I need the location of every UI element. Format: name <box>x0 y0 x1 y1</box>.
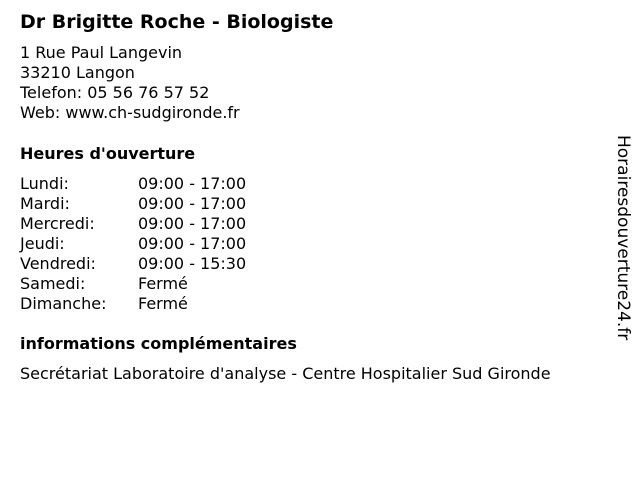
city-postcode: 33210 Langon <box>20 63 135 82</box>
page-title: Dr Brigitte Roche - Biologiste <box>20 11 334 33</box>
hours-row-wednesday <box>20 214 280 234</box>
site-watermark: Horairesdouverture24.fr <box>613 135 633 341</box>
day-label: Vendredi: <box>20 254 96 273</box>
day-label: Samedi: <box>20 274 86 293</box>
additional-info-text: Secrétariat Laboratoire d'analyse - Centre Hospitalier Sud Gironde <box>20 364 551 383</box>
opening-hours-heading: Heures d'ouverture <box>20 144 196 163</box>
hours-row-friday <box>20 254 280 274</box>
time-value: 09:00 - 15:30 <box>138 254 247 273</box>
day-label: Mercredi: <box>20 214 95 233</box>
time-value: 09:00 - 17:00 <box>138 214 247 233</box>
day-label: Dimanche: <box>20 294 107 313</box>
time-value: 09:00 - 17:00 <box>138 194 247 213</box>
day-label: Jeudi: <box>20 234 65 253</box>
additional-info-heading: informations complémentaires <box>20 334 297 353</box>
phone-number: Telefon: 05 56 76 57 52 <box>20 83 210 102</box>
time-value: 09:00 - 17:00 <box>138 174 247 193</box>
website: Web: www.ch-sudgironde.fr <box>20 103 240 122</box>
day-label: Lundi: <box>20 174 69 193</box>
time-value: 09:00 - 17:00 <box>138 234 247 253</box>
time-value: Fermé <box>138 294 188 313</box>
address-block <box>20 43 240 123</box>
hours-row-tuesday <box>20 194 280 214</box>
day-label: Mardi: <box>20 194 70 213</box>
hours-row-thursday <box>20 234 280 254</box>
hours-row-sunday <box>20 294 280 314</box>
opening-hours-table <box>20 174 280 314</box>
street-address: 1 Rue Paul Langevin <box>20 43 183 62</box>
hours-row-monday <box>20 174 280 194</box>
hours-row-saturday <box>20 274 280 294</box>
time-value: Fermé <box>138 274 188 293</box>
